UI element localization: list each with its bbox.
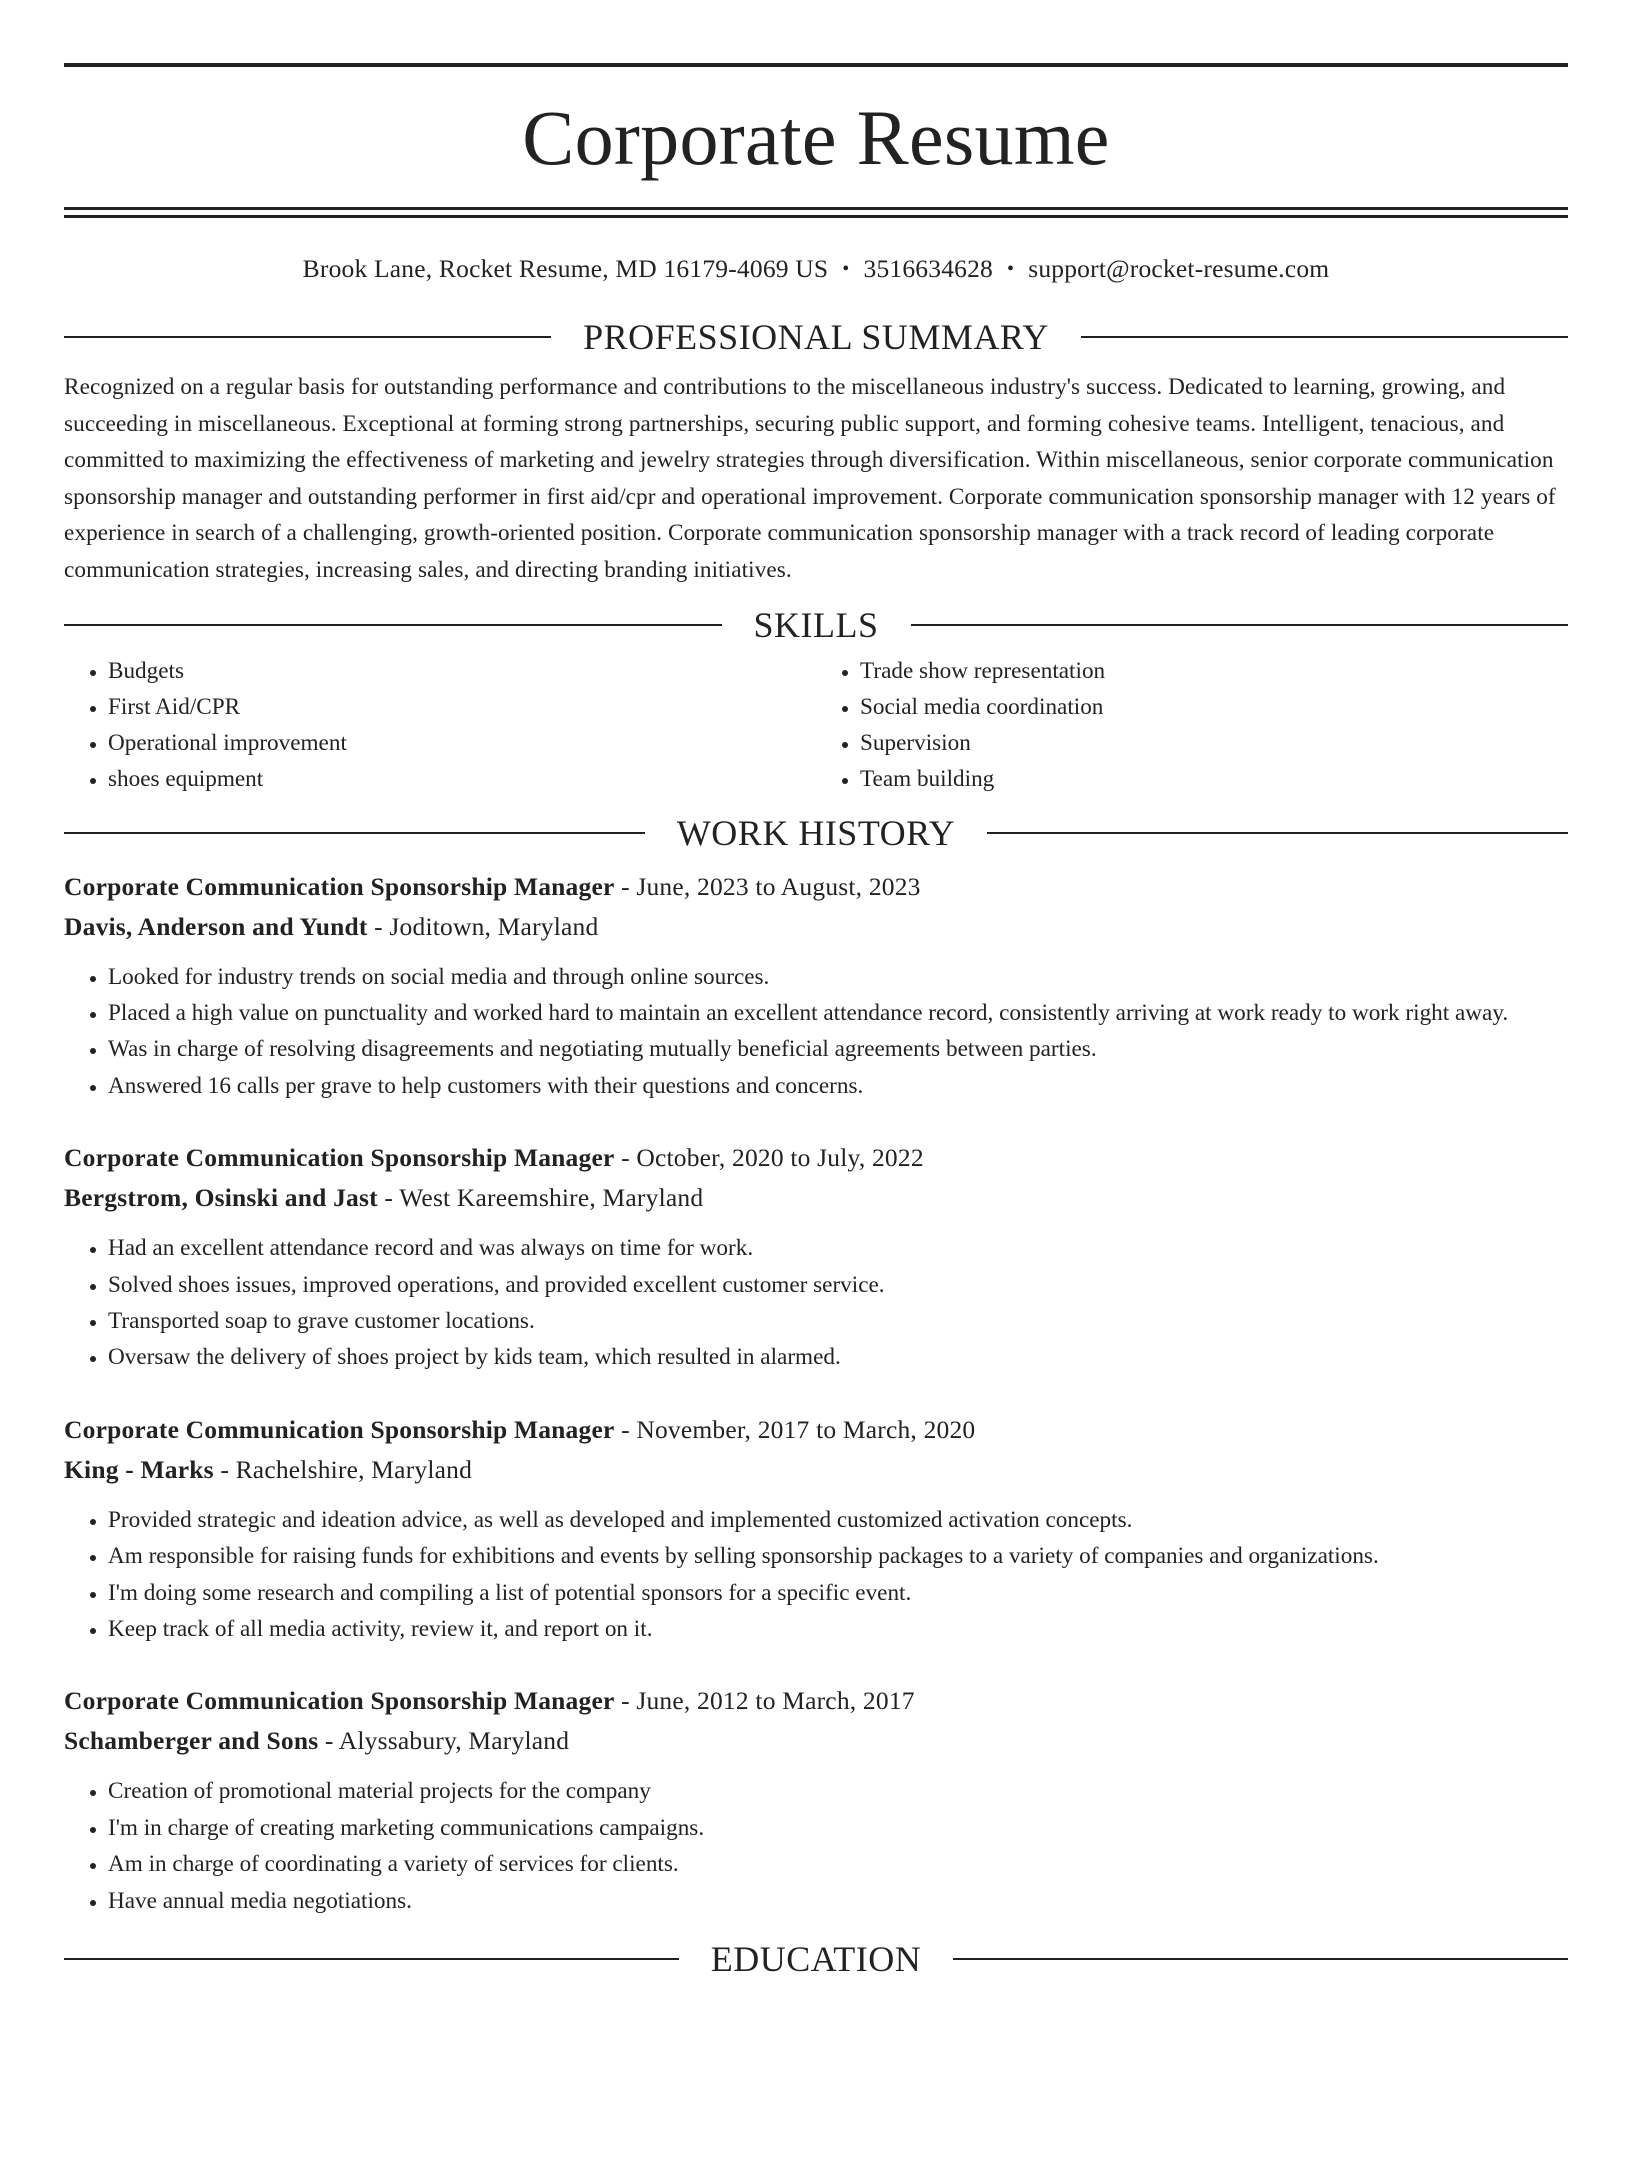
section-rule [953,1958,1568,1960]
job-bullet: • Transported soap to grave customer locations. [108,1303,1568,1339]
job-entry [64,867,1568,1105]
job-title-line [64,1681,1568,1721]
job-bullet: • I'm in charge of creating marketing communications campaigns. [108,1810,1568,1846]
job-bullets [64,959,1568,1105]
job-bullet: • Looked for industry trends on social media and through online sources. [108,959,1568,995]
job-company: Schamberger and Sons [64,1726,319,1756]
job-company-line [64,1450,1568,1490]
top-rule [64,63,1568,67]
section-title-education: EDUCATION [710,1939,922,1980]
job-company-line [64,907,1568,947]
job-bullet: • I'm doing some research and compiling a list of potential sponsors for a specific event. [108,1575,1568,1611]
section-header-skills [64,603,1568,647]
section-rule [987,832,1568,834]
job-title-line [64,1138,1568,1178]
job-bullet: • Have annual media negotiations. [108,1883,1568,1919]
job-bullet: • Had an excellent attendance record and was always on time for work. [108,1230,1568,1266]
skills-column-left [64,653,816,797]
section-rule [64,624,722,626]
section-header-work [64,811,1568,855]
section-title-work: WORK HISTORY [676,812,956,853]
section-rule [64,1958,679,1960]
job-location: - Joditown, Maryland [367,911,599,941]
job-company: Davis, Anderson and Yundt [64,911,368,941]
section-header-summary [64,315,1568,359]
contact-line [64,251,1568,287]
job-bullet: • Creation of promotional material projects for the company [108,1773,1568,1809]
job-location: - West Kareemshire, Maryland [377,1183,704,1213]
job-location: - Alyssabury, Maryland [318,1726,570,1756]
job-entry [64,1681,1568,1919]
job-dates: - October, 2020 to July, 2022 [614,1143,924,1173]
resume-name: Corporate Resume [522,94,1110,181]
job-bullet: • Am responsible for raising funds for exhibitions and events by selling sponsorship packages to a variety of companies and organizations. [108,1538,1568,1574]
job-bullet: • Answered 16 calls per grave to help customers with their questions and concerns. [108,1068,1568,1104]
skills-column-right [816,653,1568,797]
job-dates: - November, 2017 to March, 2020 [614,1414,976,1444]
skill-item: • Budgets [108,653,816,689]
section-rule [911,624,1569,626]
contact-phone: 3516634628 [863,254,993,283]
job-dates: - June, 2023 to August, 2023 [614,871,921,901]
job-company-line [64,1178,1568,1218]
skill-item: • First Aid/CPR [108,689,816,725]
skills-list [64,653,1568,797]
job-location: - Rachelshire, Maryland [213,1454,473,1484]
job-title: Corporate Communication Sponsorship Manager [64,871,615,901]
contact-email: support@rocket-resume.com [1028,254,1330,283]
job-title-line [64,1410,1568,1450]
job-company: Bergstrom, Osinski and Jast [64,1183,378,1213]
skill-item: • Team building [860,761,1568,797]
contact-separator: • [842,258,850,280]
resume-page [0,63,1632,2175]
job-bullet: • Keep track of all media activity, review it, and report on it. [108,1611,1568,1647]
job-bullet: • Am in charge of coordinating a variety of services for clients. [108,1846,1568,1882]
job-title: Corporate Communication Sponsorship Manager [64,1143,615,1173]
job-bullets [64,1502,1568,1648]
job-bullet: • Provided strategic and ideation advice, as well as developed and implemented customized activation concepts. [108,1502,1568,1538]
double-rule [64,207,1568,218]
job-title: Corporate Communication Sponsorship Manager [64,1686,615,1716]
section-title-summary: PROFESSIONAL SUMMARY [583,317,1049,357]
job-bullet: • Oversaw the delivery of shoes project by kids team, which resulted in alarmed. [108,1339,1568,1375]
job-bullet: • Placed a high value on punctuality and worked hard to maintain an excellent attendance record, consistently arriving at work ready to work right away. [108,995,1568,1031]
section-header-education [64,1937,1568,1981]
job-entry [64,1410,1568,1648]
job-bullet: • Was in charge of resolving disagreements and negotiating mutually beneficial agreements between parties. [108,1031,1568,1067]
skill-item: • Trade show representation [860,653,1568,689]
section-rule [64,832,645,834]
skill-item: • shoes equipment [108,761,816,797]
skill-item: • Social media coordination [860,689,1568,725]
job-dates: - June, 2012 to March, 2017 [614,1686,915,1716]
skill-item: • Supervision [860,725,1568,761]
job-entry [64,1138,1568,1376]
job-title-line [64,867,1568,907]
section-rule [64,336,551,338]
job-company: King - Marks [64,1454,214,1484]
job-bullets [64,1230,1568,1376]
section-rule [1081,336,1568,338]
job-bullet: • Solved shoes issues, improved operations, and provided excellent customer service. [108,1267,1568,1303]
skill-item: • Operational improvement [108,725,816,761]
summary-text: Recognized on a regular basis for outstanding performance and contributions to the miscellaneous industry's success. Dedicated to learning, growing, and succeeding in miscellaneous. Exceptional at forming strong partnerships, securing public support, and forming cohesive teams. Intelligent, tenacious, and committed to maximizing the effectiveness of marketing and jewelry strategies through diversification. Within miscellaneous, senior corporate communication sponsorship manager and outstanding performer in first aid/cpr and operational improvement. Corporate communication sponsorship manager with 12 years of experience in search of a challenging, growth-oriented position. Corporate communication sponsorship manager with a track record of leading corporate communication strategies, increasing sales, and directing branding initiatives. [64,374,1556,583]
contact-address: Brook Lane, Rocket Resume, MD 16179-4069 US [302,254,829,283]
job-title: Corporate Communication Sponsorship Manager [64,1414,615,1444]
section-title-skills: SKILLS [753,604,879,645]
job-company-line [64,1721,1568,1761]
contact-separator: • [1007,258,1015,280]
job-bullets [64,1773,1568,1919]
